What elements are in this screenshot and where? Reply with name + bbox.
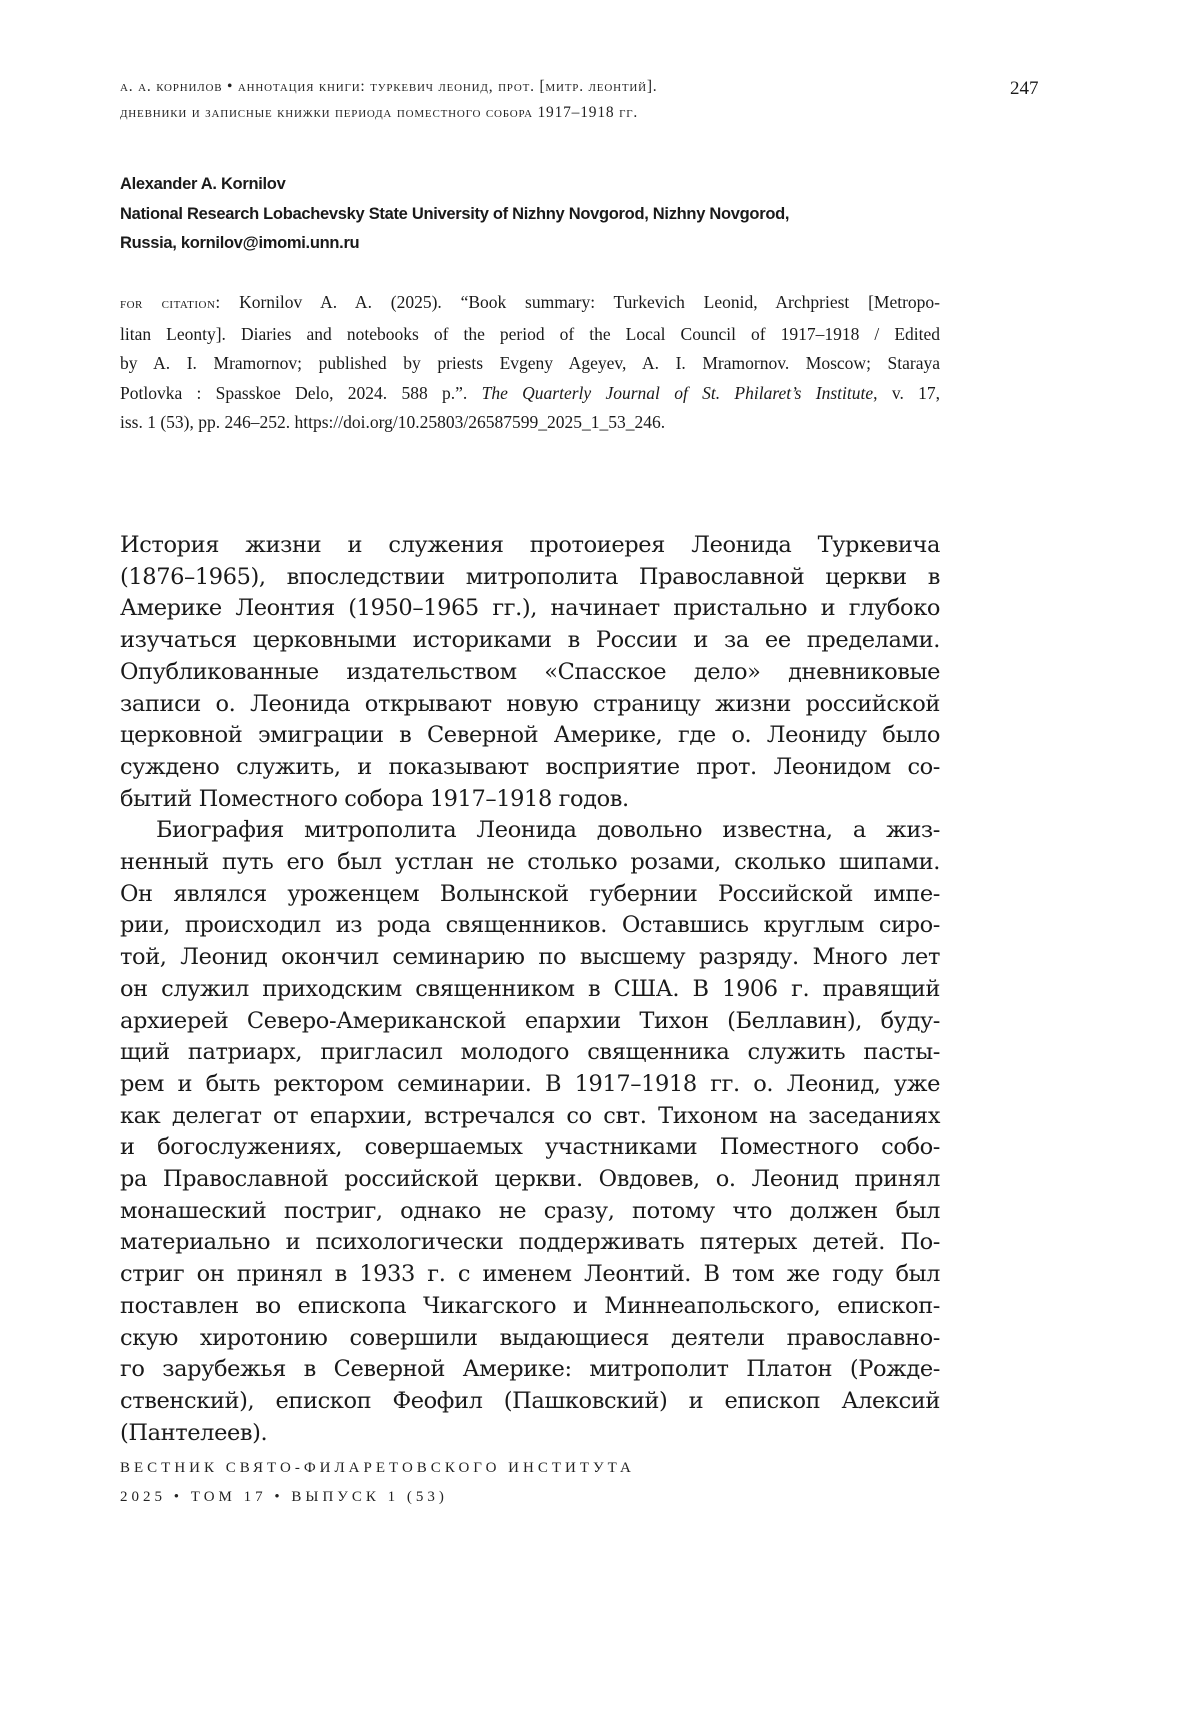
citation-block <box>120 288 940 438</box>
body-text <box>120 530 940 1449</box>
body-line: и богослужениях, совершаемых участниками Поместного собо- <box>120 1134 940 1161</box>
body-line: суждено служить, и показывают восприятие прот. Леонидом со- <box>120 753 940 780</box>
body-line: он служил приходским священником в США. В 1906 г. правящий <box>120 975 940 1002</box>
issue-footer: 2025 • ТОМ 17 • ВЫПУСК 1 (53) <box>120 1489 448 1505</box>
author-name: Alexander A. Kornilov <box>120 175 286 193</box>
author-affiliation: National Research Lobachevsky State University of Nizhny Novgorod, Nizhny Novgorod, <box>120 204 790 223</box>
body-line: поставлен во епископа Чикагского и Миннеапольского, епископ- <box>120 1292 940 1319</box>
body-line: ра Православной российской церкви. Овдовев, о. Леонид принял <box>120 1166 940 1193</box>
running-header-line1: а. а. корнилов • аннотация книги: туркевич леонид, прот. [митр. леонтий]. <box>120 78 658 95</box>
body-line: Опубликованные издательством «Спасское дело» дневниковые <box>120 658 940 685</box>
body-line: ственский), епископ Феофил (Пашковский) и епископ Алексий <box>120 1387 940 1414</box>
citation-label: for citation <box>120 296 216 312</box>
body-line: щий патриарх, пригласил молодого священника служить пасты- <box>120 1039 940 1066</box>
body-line: скую хиротонию совершили выдающиеся деятели православно- <box>120 1324 940 1351</box>
citation-journal: The Quarterly Journal of St. Philaret’s Institute <box>481 382 874 403</box>
paragraph-2 <box>120 815 940 1449</box>
body-line: церковной эмиграции в Северной Америке, где о. Леониду было <box>120 722 940 749</box>
body-line: История жизни и служения протоиерея Леонида Туркевича <box>120 532 940 558</box>
running-header-line2: дневники и записные книжки периода поместного собора 1917–1918 гг. <box>120 104 639 121</box>
body-line: записи о. Леонида открывают новую страницу жизни российской <box>120 690 940 717</box>
citation-text: litan Leonty]. Diaries and notebooks of the period of the Local Council of 1917–1918 / Edited <box>120 323 940 344</box>
body-line: как делегат от епархии, встречался со свт. Тихоном на заседаниях <box>120 1102 940 1129</box>
body-line: рем и быть ректором семинарии. В 1917–1918 гг. о. Леонид, уже <box>120 1070 940 1097</box>
body-line: го зарубежья в Северной Америке: митрополит Платон (Рожде- <box>120 1356 940 1383</box>
citation-text: , v. 17, <box>873 382 940 403</box>
page-number: 247 <box>1010 78 1039 99</box>
body-line: той, Леонид окончил семинарию по высшему разряду. Много лет <box>120 944 940 971</box>
body-line: материально и психологически поддерживать пятерых детей. По- <box>120 1229 940 1256</box>
author-block <box>120 170 789 259</box>
body-line: монашеский постриг, однако не сразу, потому что должен был <box>120 1197 940 1224</box>
journal-title-footer: ВЕСТНИК СВЯТО-ФИЛАРЕТОВСКОГО ИНСТИТУТА <box>120 1460 635 1476</box>
citation-text: Potlovka : Spasskoe Delo, 2024. 588 p.”. <box>120 382 482 403</box>
body-line: (1876–1965), впоследствии митрополита Православной церкви в <box>120 563 940 590</box>
body-line: архиерей Северо-Американской епархии Тихон (Беллавин), буду- <box>120 1007 940 1034</box>
citation-doi: iss. 1 (53), pp. 246–252. https://doi.org/10.25803/26587599_2025_1_53_246. <box>120 412 666 433</box>
body-line: (Пантелеев). <box>120 1419 268 1446</box>
author-affiliation-email: Russia, kornilov@imomi.unn.ru <box>120 234 360 252</box>
body-line: Биография митрополита Леонида довольно известна, а жиз- <box>156 817 940 844</box>
body-line: Америке Леонтия (1950–1965 гг.), начинает пристально и глубоко <box>120 595 940 622</box>
citation-text: : Kornilov A. A. (2025). “Book summary: Turkevich Leonid, Archpriest [Metropo- <box>215 292 940 312</box>
body-line: стриг он принял в 1933 г. с именем Леонтий. В том же году был <box>120 1261 940 1288</box>
body-line: изучаться церковными историками в России и за ее пределами. <box>120 627 940 654</box>
paragraph-1 <box>120 530 940 815</box>
citation-text: by A. I. Mramornov; published by priests Evgeny Ageyev, A. I. Mramornov. Moscow; Staraya <box>120 353 940 374</box>
body-line: бытий Поместного собора 1917–1918 годов. <box>120 785 629 812</box>
body-line: рии, происходил из рода священников. Оставшись круглым сиро- <box>120 912 940 939</box>
body-line: ненный путь его был устлан не столько розами, сколько шипами. <box>120 849 940 876</box>
body-line: Он являлся уроженцем Волынской губернии Российской импе- <box>120 880 940 907</box>
